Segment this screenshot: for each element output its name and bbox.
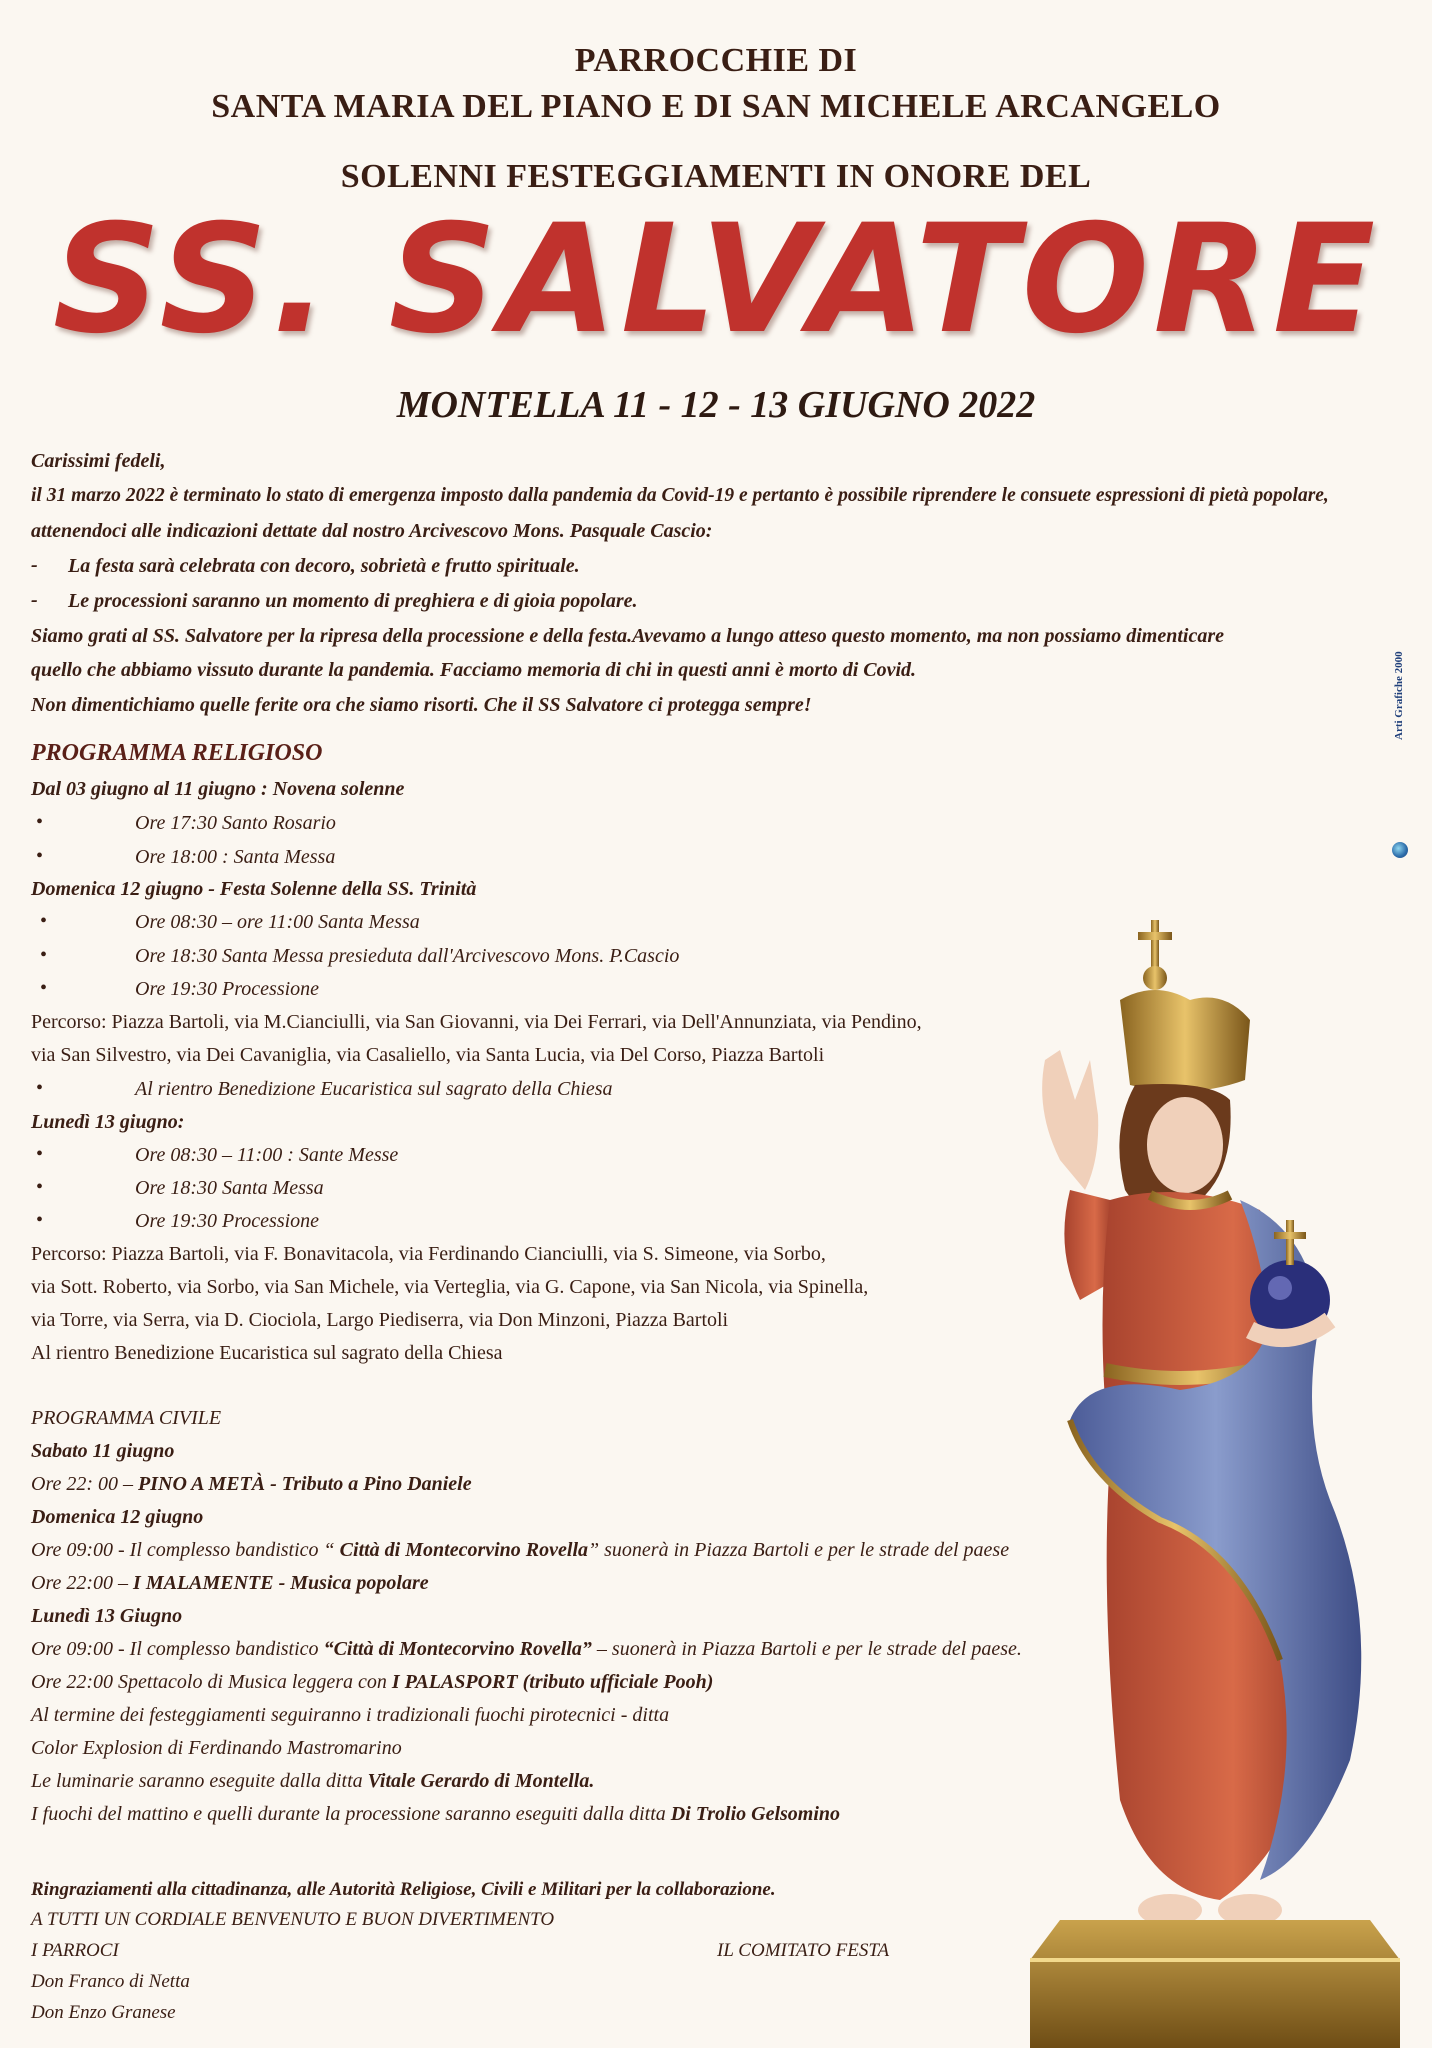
event-text: Ore 22:00 Spettacolo di Musica leggera con bbox=[31, 1671, 392, 1693]
header-line-festeggiamenti: SOLENNI FESTEGGIAMENTI IN ONORE DEL bbox=[340, 158, 1092, 195]
letter-paragraph: attenendoci alle indicazioni dettate dal nostro Arcivescovo Mons. Pasquale Cascio: bbox=[31, 520, 713, 542]
letter-paragraph: Siamo grati al SS. Salvatore per la ripresa della processione e della festa.Avevamo a lungo atteso questo momento, ma non possiamo dimenticare bbox=[31, 625, 1224, 647]
schedule-subheading: Dal 03 giugno al 11 giugno : Novena solenne bbox=[31, 778, 405, 800]
fireworks-line bbox=[31, 1802, 840, 1826]
schedule-item: Al rientro Benedizione Eucaristica sul sagrato della Chiesa bbox=[135, 1078, 613, 1100]
schedule-subheading: Sabato 11 giugno bbox=[31, 1440, 175, 1462]
event-text: – suonerà in Piazza Bartoli e per le strade del paese. bbox=[591, 1638, 1022, 1660]
event-title: PINO A METÀ - Tributo a Pino Daniele bbox=[138, 1473, 472, 1495]
route-text: via San Silvestro, via Dei Cavaniglia, via Casaliello, via Santa Lucia, via Del Corso, Piazza Bartoli bbox=[31, 1044, 825, 1066]
printer-credit: Arti Grafiche 2000 bbox=[1393, 651, 1405, 740]
event-line bbox=[31, 1538, 1009, 1562]
route-text: via Sott. Roberto, via Sorbo, via San Michele, via Verteglia, via G. Capone, via San Nicola, via Spinella, bbox=[31, 1276, 869, 1298]
event-title: I MALAMENTE - Musica popolare bbox=[133, 1572, 429, 1594]
event-line bbox=[31, 1637, 1022, 1661]
letter-point: Le processioni saranno un momento di preghiera e di gioia popolare. bbox=[68, 590, 638, 612]
fireworks-text: Color Explosion di Ferdinando Mastromarino bbox=[31, 1737, 402, 1759]
priest-name: Don Franco di Netta bbox=[31, 1971, 190, 1992]
schedule-item: Ore 08:30 – ore 11:00 Santa Messa bbox=[135, 911, 420, 933]
page-title: SS. SALVATORE bbox=[52, 193, 1380, 367]
salvatore-statue-image bbox=[1000, 900, 1430, 2048]
bullet-icon: • bbox=[40, 910, 48, 932]
event-text: Ore 09:00 - Il complesso bandistico bbox=[31, 1638, 324, 1660]
event-dates: MONTELLA 11 - 12 - 13 GIUGNO 2022 bbox=[396, 384, 1036, 426]
event-line bbox=[31, 1670, 713, 1694]
signature-parroci: I PARROCI bbox=[31, 1940, 119, 1961]
section-heading-religioso: PROGRAMMA RELIGIOSO bbox=[31, 740, 323, 766]
schedule-item: Ore 19:30 Processione bbox=[135, 978, 320, 1000]
section-heading-civile: PROGRAMMA CIVILE bbox=[31, 1407, 222, 1429]
event-text: Ore 09:00 - Il complesso bandistico “ bbox=[31, 1539, 340, 1561]
printer-logo-icon bbox=[1392, 842, 1408, 858]
bullet-icon: • bbox=[40, 944, 48, 966]
dash-marker: - bbox=[31, 554, 38, 576]
header-line-parrocchie: PARROCCHIE DI bbox=[574, 42, 858, 79]
event-title: Città di Montecorvino Rovella bbox=[339, 1539, 589, 1561]
bullet-icon: • bbox=[40, 977, 48, 999]
event-time: Ore 22: 00 – bbox=[31, 1473, 139, 1495]
schedule-item: Ore 18:30 Santa Messa presieduta dall'Arcivescovo Mons. P.Cascio bbox=[135, 945, 680, 967]
route-text: Al rientro Benedizione Eucaristica sul sagrato della Chiesa bbox=[31, 1342, 503, 1364]
bullet-icon: • bbox=[36, 811, 44, 833]
bullet-icon: • bbox=[36, 1176, 44, 1198]
event-text: ” suonerà in Piazza Bartoli e per le strade del paese bbox=[588, 1539, 1010, 1561]
bullet-icon: • bbox=[36, 1077, 44, 1099]
schedule-item: Ore 19:30 Processione bbox=[135, 1210, 320, 1232]
schedule-subheading: Domenica 12 giugno bbox=[31, 1506, 204, 1528]
event-text: Le luminarie saranno eseguite dalla ditta bbox=[31, 1770, 368, 1792]
letter-point: La festa sarà celebrata con decoro, sobrietà e frutto spirituale. bbox=[68, 555, 580, 577]
fireworks-text: Al termine dei festeggiamenti seguiranno i tradizionali fuochi pirotecnici - ditta bbox=[31, 1704, 670, 1726]
event-line bbox=[31, 1472, 472, 1496]
thanks-text: Ringraziamenti alla cittadinanza, alle Autorità Religiose, Civili e Militari per la collaborazione. bbox=[31, 1879, 776, 1900]
header-line-parishes: SANTA MARIA DEL PIANO E DI SAN MICHELE ARCANGELO bbox=[211, 88, 1221, 125]
bullet-icon: • bbox=[36, 845, 44, 867]
route-text: via Torre, via Serra, via D. Ciociola, Largo Piediserra, via Don Minzoni, Piazza Bartoli bbox=[31, 1309, 729, 1331]
schedule-item: Ore 08:30 – 11:00 : Sante Messe bbox=[135, 1144, 399, 1166]
schedule-subheading: Lunedì 13 giugno: bbox=[31, 1111, 185, 1133]
event-title: “Città di Montecorvino Rovella” bbox=[323, 1638, 592, 1660]
event-title: I PALASPORT (tributo ufficiale Pooh) bbox=[391, 1671, 714, 1693]
bullet-icon: • bbox=[36, 1143, 44, 1165]
signature-comitato: IL COMITATO FESTA bbox=[717, 1940, 890, 1961]
welcome-text: A TUTTI UN CORDIALE BENVENUTO E BUON DIVERTIMENTO bbox=[31, 1909, 555, 1930]
schedule-item: Ore 17:30 Santo Rosario bbox=[135, 812, 336, 834]
schedule-item: Ore 18:00 : Santa Messa bbox=[135, 846, 336, 868]
event-title: Vitale Gerardo di Montella. bbox=[367, 1770, 595, 1792]
route-text: Percorso: Piazza Bartoli, via F. Bonavitacola, via Ferdinando Cianciulli, via S. Simeone, via Sorbo, bbox=[31, 1243, 826, 1265]
dash-marker: - bbox=[31, 589, 38, 611]
event-line bbox=[31, 1571, 429, 1595]
schedule-item: Ore 18:30 Santa Messa bbox=[135, 1177, 324, 1199]
letter-paragraph: Non dimentichiamo quelle ferite ora che siamo risorti. Che il SS Salvatore ci protegga sempre! bbox=[31, 694, 812, 716]
event-time: Ore 22:00 – bbox=[31, 1572, 134, 1594]
event-text: I fuochi del mattino e quelli durante la processione saranno eseguiti dalla ditta bbox=[31, 1803, 671, 1825]
letter-greeting: Carissimi fedeli, bbox=[31, 450, 166, 472]
schedule-subheading: Domenica 12 giugno - Festa Solenne della SS. Trinità bbox=[31, 878, 477, 900]
event-title: Di Trolio Gelsomino bbox=[670, 1803, 841, 1825]
route-text: Percorso: Piazza Bartoli, via M.Cianciulli, via San Giovanni, via Dei Ferrari, via Dell'Annunziata, via Pendino, bbox=[31, 1011, 922, 1033]
bullet-icon: • bbox=[36, 1209, 44, 1231]
letter-paragraph: il 31 marzo 2022 è terminato lo stato di emergenza imposto dalla pandemia da Covid-19 e pertanto è possibile riprendere le consuete espressioni di pietà popolare, bbox=[31, 485, 1329, 506]
lights-line bbox=[31, 1769, 594, 1793]
schedule-subheading: Lunedì 13 Giugno bbox=[31, 1605, 183, 1627]
letter-paragraph: quello che abbiamo vissuto durante la pandemia. Facciamo memoria di chi in questi anni è morto di Covid. bbox=[31, 659, 917, 681]
priest-name: Don Enzo Granese bbox=[31, 2002, 176, 2023]
